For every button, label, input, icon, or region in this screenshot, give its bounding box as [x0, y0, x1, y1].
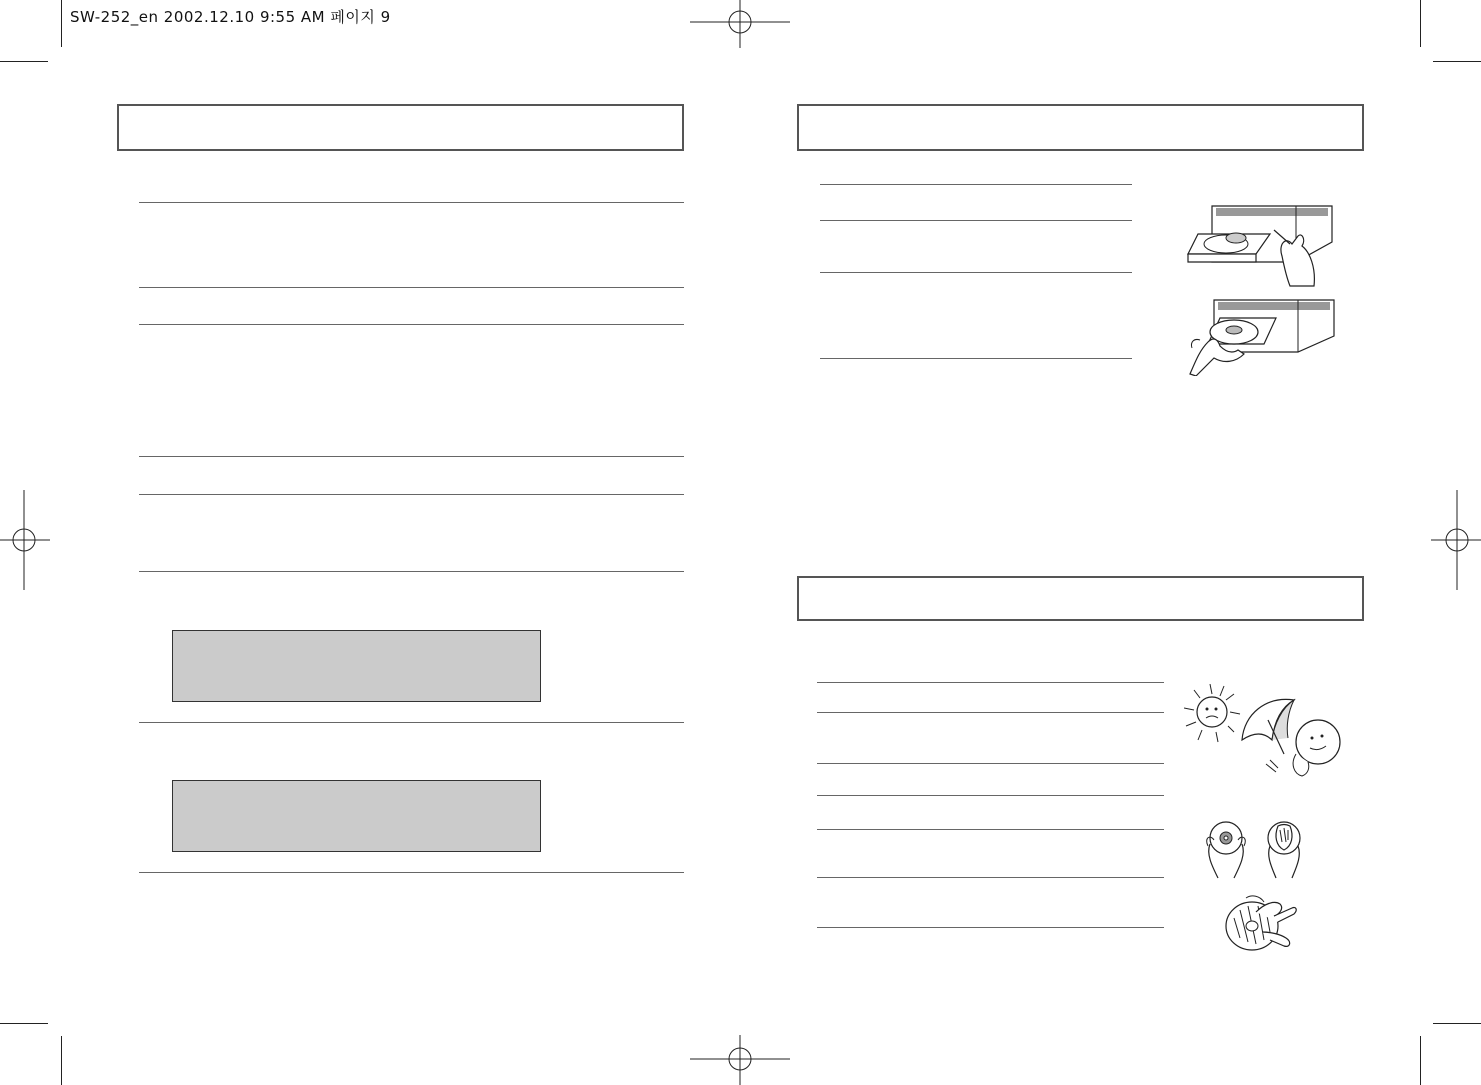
divider	[820, 358, 1132, 359]
note-box-1	[172, 630, 541, 702]
print-slug: SW-252_en 2002.12.10 9:55 AM 페이지 9	[70, 8, 391, 26]
divider	[139, 872, 684, 873]
disc-holding-illustration	[1204, 816, 1316, 880]
divider	[139, 571, 684, 572]
divider	[139, 722, 684, 723]
divider	[820, 272, 1132, 273]
right-section-title-box-bottom	[797, 576, 1364, 621]
divider	[817, 712, 1164, 713]
right-section-title-box-top	[797, 104, 1364, 151]
divider	[817, 927, 1164, 928]
cd-tray-open-illustration	[1186, 204, 1336, 290]
registration-mark-top	[690, 0, 790, 48]
divider	[817, 763, 1164, 764]
registration-mark-right	[1431, 490, 1481, 590]
divider	[139, 324, 684, 325]
registration-mark-left	[0, 490, 50, 590]
cd-insert-disc-illustration	[1186, 296, 1338, 376]
divider	[139, 287, 684, 288]
disc-cleaning-illustration	[1222, 888, 1300, 956]
divider	[817, 829, 1164, 830]
divider	[817, 877, 1164, 878]
note-box-2	[172, 780, 541, 852]
disc-avoid-sunlight-illustration	[1184, 684, 1344, 784]
registration-mark-bottom	[690, 1035, 790, 1085]
divider	[139, 494, 684, 495]
left-section-title-box	[117, 104, 684, 151]
divider	[817, 795, 1164, 796]
divider	[820, 184, 1132, 185]
divider	[139, 202, 684, 203]
divider	[817, 682, 1164, 683]
divider	[820, 220, 1132, 221]
divider	[139, 456, 684, 457]
